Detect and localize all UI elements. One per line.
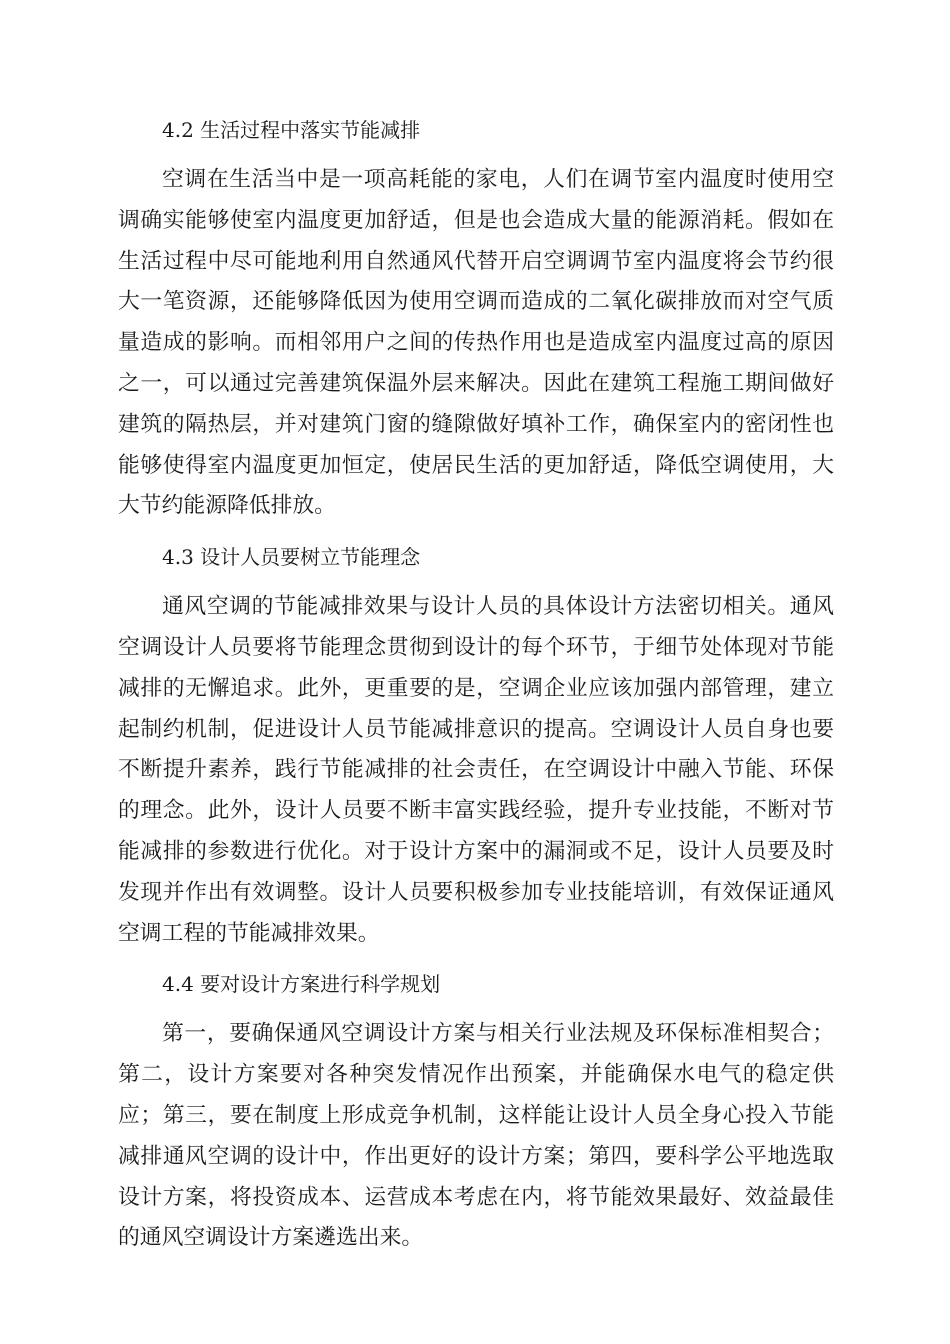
section-4-3 [118,541,834,954]
section-paragraph: 第一，要确保通风空调设计方案与相关行业法规及环保标准相契合；第二，设计方案要对各种突发情况作出预案，并能确保水电气的稳定供应；第三，要在制度上形成竞争机制，这样能让设计人员全身心投入节能减排通风空调的设计中，作出更好的设计方案；第四，要科学公平地选取设计方案，将投资成本、运营成本考虑在内，将节能效果最好、效益最佳的通风空调设计方案遴选出来。 [118,1021,834,1251]
section-heading: 4.4 要对设计方案进行科学规划 [162,972,441,997]
section-heading: 4.3 设计人员要树立节能理念 [162,545,421,570]
section-heading: 4.2 生活过程中落实节能减排 [162,118,421,142]
section-4-2 [118,114,834,527]
section-paragraph: 空调在生活当中是一项高耗能的家电，人们在调节室内温度时使用空调确实能够使室内温度更加舒适，但是也会造成大量的能源消耗。假如在生活过程中尽可能地利用自然通风代替开启空调调节室内温度将会节约很大一笔资源，还能够降低因为使用空调而造成的二氧化碳排放而对空气质量造成的影响。而相邻用户之间的传热作用也是造成室内温度过高的原因之一，可以通过完善建筑保温外层来解决。因此在建筑工程施工期间做好建筑的隔热层，并对建筑门窗的缝隙做好填补工作，确保室内的密闭性也能够使得室内温度更加恒定，使居民生活的更加舒适，降低空调使用，大大节约能源降低排放。 [118,167,834,519]
section-paragraph: 通风空调的节能减排效果与设计人员的具体设计方法密切相关。通风空调设计人员要将节能理念贯彻到设计的每个环节，于细节处体现对节能减排的无懈追求。此外，更重要的是，空调企业应该加强内部管理，建立起制约机制，促进设计人员节能减排意识的提高。空调设计人员自身也要不断提升素养，践行节能减排的社会责任，在空调设计中融入节能、环保的理念。此外，设计人员要不断丰富实践经验，提升专业技能，不断对节能减排的参数进行优化。对于设计方案中的漏洞或不足，设计人员要及时发现并作出有效调整。设计人员要积极参加专业技能培训，有效保证通风空调工程的节能减排效果。 [118,594,834,946]
section-4-4 [118,968,834,1259]
document-body [118,114,834,1273]
